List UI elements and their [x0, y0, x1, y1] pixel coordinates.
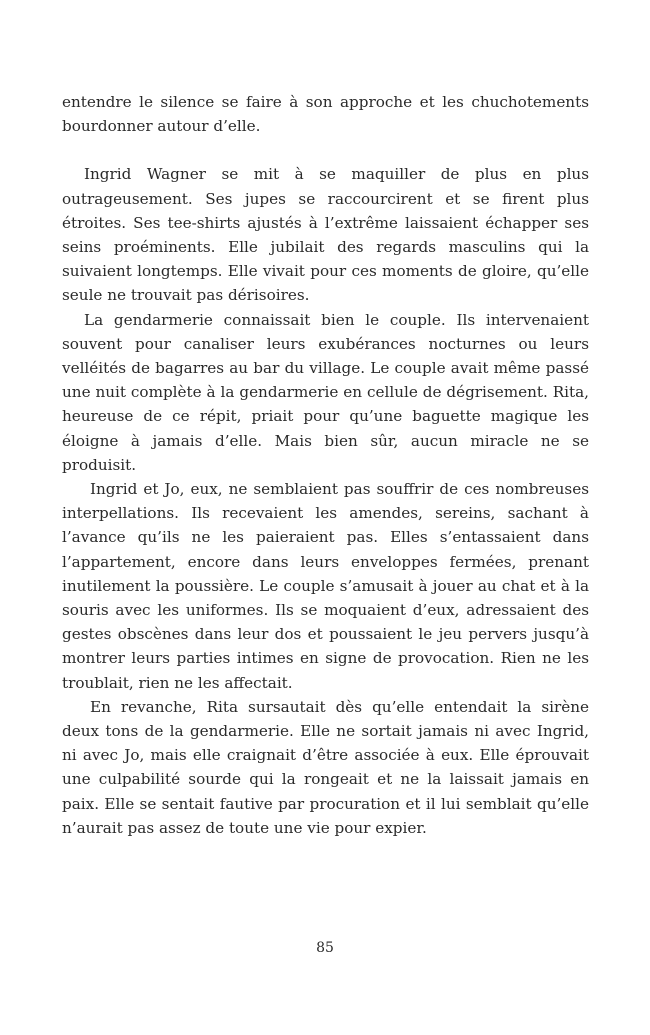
paragraph-3: La gendarmerie connaissait bien le couple. Ils intervenaient souvent pour canaliser leurs exubérances nocturnes ou leurs velléités de bagarres au bar du village. Le couple avait même passé une nuit complète à la gendarmerie en cellule de dégrisement. Rita, heureuse de ce répit, priait pour qu’une baguette magique les éloigne à jamais d’elle. Mais bien sûr, aucun miracle ne se produisit.	[62, 310, 589, 474]
paragraph-4: Ingrid et Jo, eux, ne semblaient pas souffrir de ces nombreuses interpellations. Ils recevaient les amendes, sereins, sachant à l’avance qu’ils ne les paieraient pas. Elles s’entassaient dans l’appartement, encore dans leurs enveloppes fermées, prenant inutilement la poussière. Le couple s’amusait à jouer au chat et à la souris avec les uniformes. Ils se moquaient d’eux, adressaient des gestes obscènes dans leur dos et poussaient le jeu pervers jusqu’à montrer leurs parties intimes en signe de provocation. Rien ne les troublait, rien ne les affectait.	[62, 480, 589, 692]
page-body	[62, 90, 589, 840]
paragraph-2: Ingrid Wagner se mit à se maquiller de plus en plus outrageusement. Ses jupes se raccourcirent et se firent plus étroites. Ses tee-shirts ajustés à l’extrême laissaient échapper ses seins proéminents. Elle jubilait des regards masculins qui la suivaient longtemps. Elle vivait pour ces moments de gloire, qu’elle seule ne trouvait pas dérisoires.	[62, 165, 589, 305]
page-number: 85	[316, 940, 334, 956]
paragraph-gap	[62, 138, 589, 162]
paragraph-1: entendre le silence se faire à son approche et les chuchotements bourdonner autour d’elle.	[62, 93, 589, 136]
paragraph-5: En revanche, Rita sursautait dès qu’elle entendait la sirène deux tons de la gendarmerie. Elle ne sortait jamais ni avec Ingrid, ni avec Jo, mais elle craignait d’être associée à eux. Elle éprouvait une culpabilité sourde qui la rongeait et ne la laissait jamais en paix. Elle se sentait fautive par procuration et il lui semblait qu’elle n’aurait pas assez de toute une vie pour expier.	[62, 697, 589, 837]
